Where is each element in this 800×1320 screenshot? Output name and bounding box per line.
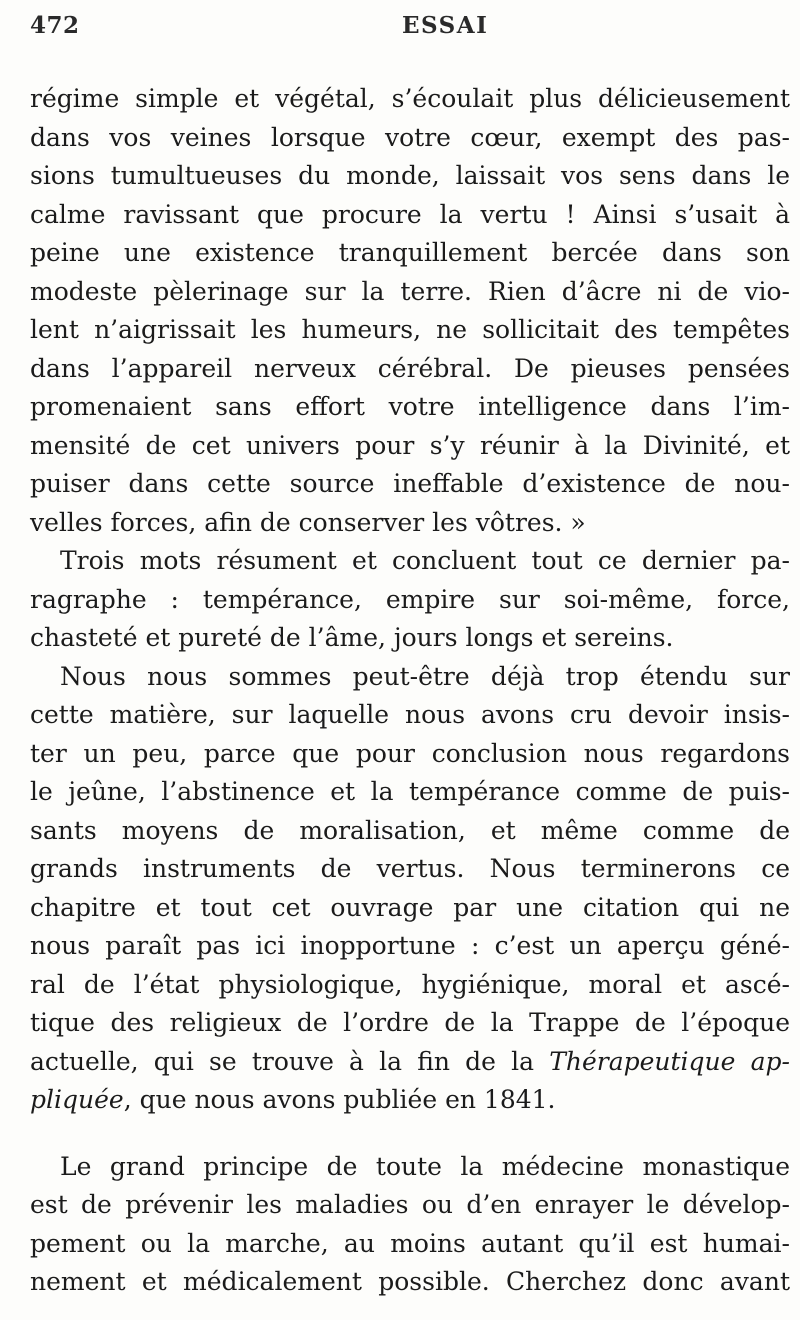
running-head (30, 10, 790, 50)
text-line: Trois mots résument et concluent tout ce dernier pa- (60, 546, 790, 575)
body-text (30, 80, 790, 1302)
text-line: ral de l’état physiologique, hygiénique, moral et ascé- (30, 969, 790, 999)
paragraph-2 (30, 542, 790, 658)
section-gap (30, 1120, 790, 1148)
text-line: dans vos veines lorsque votre cœur, exempt des pas- (30, 122, 790, 152)
italic-book-title: pliquée (30, 1085, 124, 1114)
text-line: nement et médicalement possible. Cherchez donc avant (30, 1267, 790, 1296)
text-line: nous paraît pas ici inopportune : c’est un aperçu géné- (30, 931, 790, 960)
text-line: modeste pèlerinage sur la terre. Rien d’âcre ni de vio- (30, 276, 790, 306)
paragraph-4 (30, 1148, 790, 1302)
running-title: ESSAI (402, 12, 489, 39)
text-line: sions tumultueuses du monde, laissait vos sens dans le (30, 161, 790, 190)
text-line: peine une existence tranquillement bercée dans son (30, 238, 790, 267)
text-line: tique des religieux de l’ordre de la Trappe de l’époque (30, 1008, 790, 1037)
text-line: pement ou la marche, au moins autant qu’il est humai- (30, 1228, 790, 1258)
text-line: Nous nous sommes peut-être déjà trop étendu sur (60, 661, 790, 691)
text-line: chasteté et pureté de l’âme, jours longs et sereins. (30, 623, 674, 652)
text-line: puiser dans cette source ineffable d’existence de nou- (30, 469, 790, 498)
page-number: 472 (30, 12, 80, 39)
text-line: velles forces, afin de conserver les vôtres. » (30, 507, 586, 537)
text-line: mensité de cet univers pour s’y réunir à la Divinité, et (30, 430, 790, 460)
text-line: est de prévenir les maladies ou d’en enrayer le dévelop- (30, 1190, 790, 1219)
line-text: , que nous avons publiée en 1841. (123, 1085, 556, 1114)
paragraph-3 (30, 658, 790, 1120)
line-text: actuelle, qui se trouve à la fin de la (30, 1046, 535, 1076)
text-line: sants moyens de moralisation, et même comme de (30, 815, 790, 845)
text-line: grands instruments de vertus. Nous terminerons ce (30, 854, 790, 883)
text-line: Le grand principe de toute la médecine monastique (60, 1151, 790, 1181)
text-line: le jeûne, l’abstinence et la tempérance comme de puis- (30, 777, 790, 806)
text-line: ter un peu, parce que pour conclusion nous regardons (30, 738, 790, 768)
text-line: ragraphe : tempérance, empire sur soi-même, force, (30, 584, 790, 614)
text-line: cette matière, sur laquelle nous avons cru devoir insis- (30, 700, 790, 729)
text-line: promenaient sans effort votre intelligence dans l’im- (30, 392, 790, 421)
text-line (30, 1081, 790, 1120)
text-line: lent n’aigrissait les humeurs, ne sollicitait des tempêtes (30, 315, 790, 344)
text-line: calme ravissant que procure la vertu ! Ainsi s’usait à (30, 199, 790, 229)
paragraph-1 (30, 80, 790, 542)
italic-book-title: Thérapeutique ap- (549, 1046, 790, 1076)
text-line: dans l’appareil nerveux cérébral. De pieuses pensées (30, 353, 790, 383)
text-line (30, 1043, 790, 1082)
text-line: chapitre et tout cet ouvrage par une citation qui ne (30, 892, 790, 922)
text-line: régime simple et végétal, s’écoulait plus délicieusement (30, 84, 790, 113)
